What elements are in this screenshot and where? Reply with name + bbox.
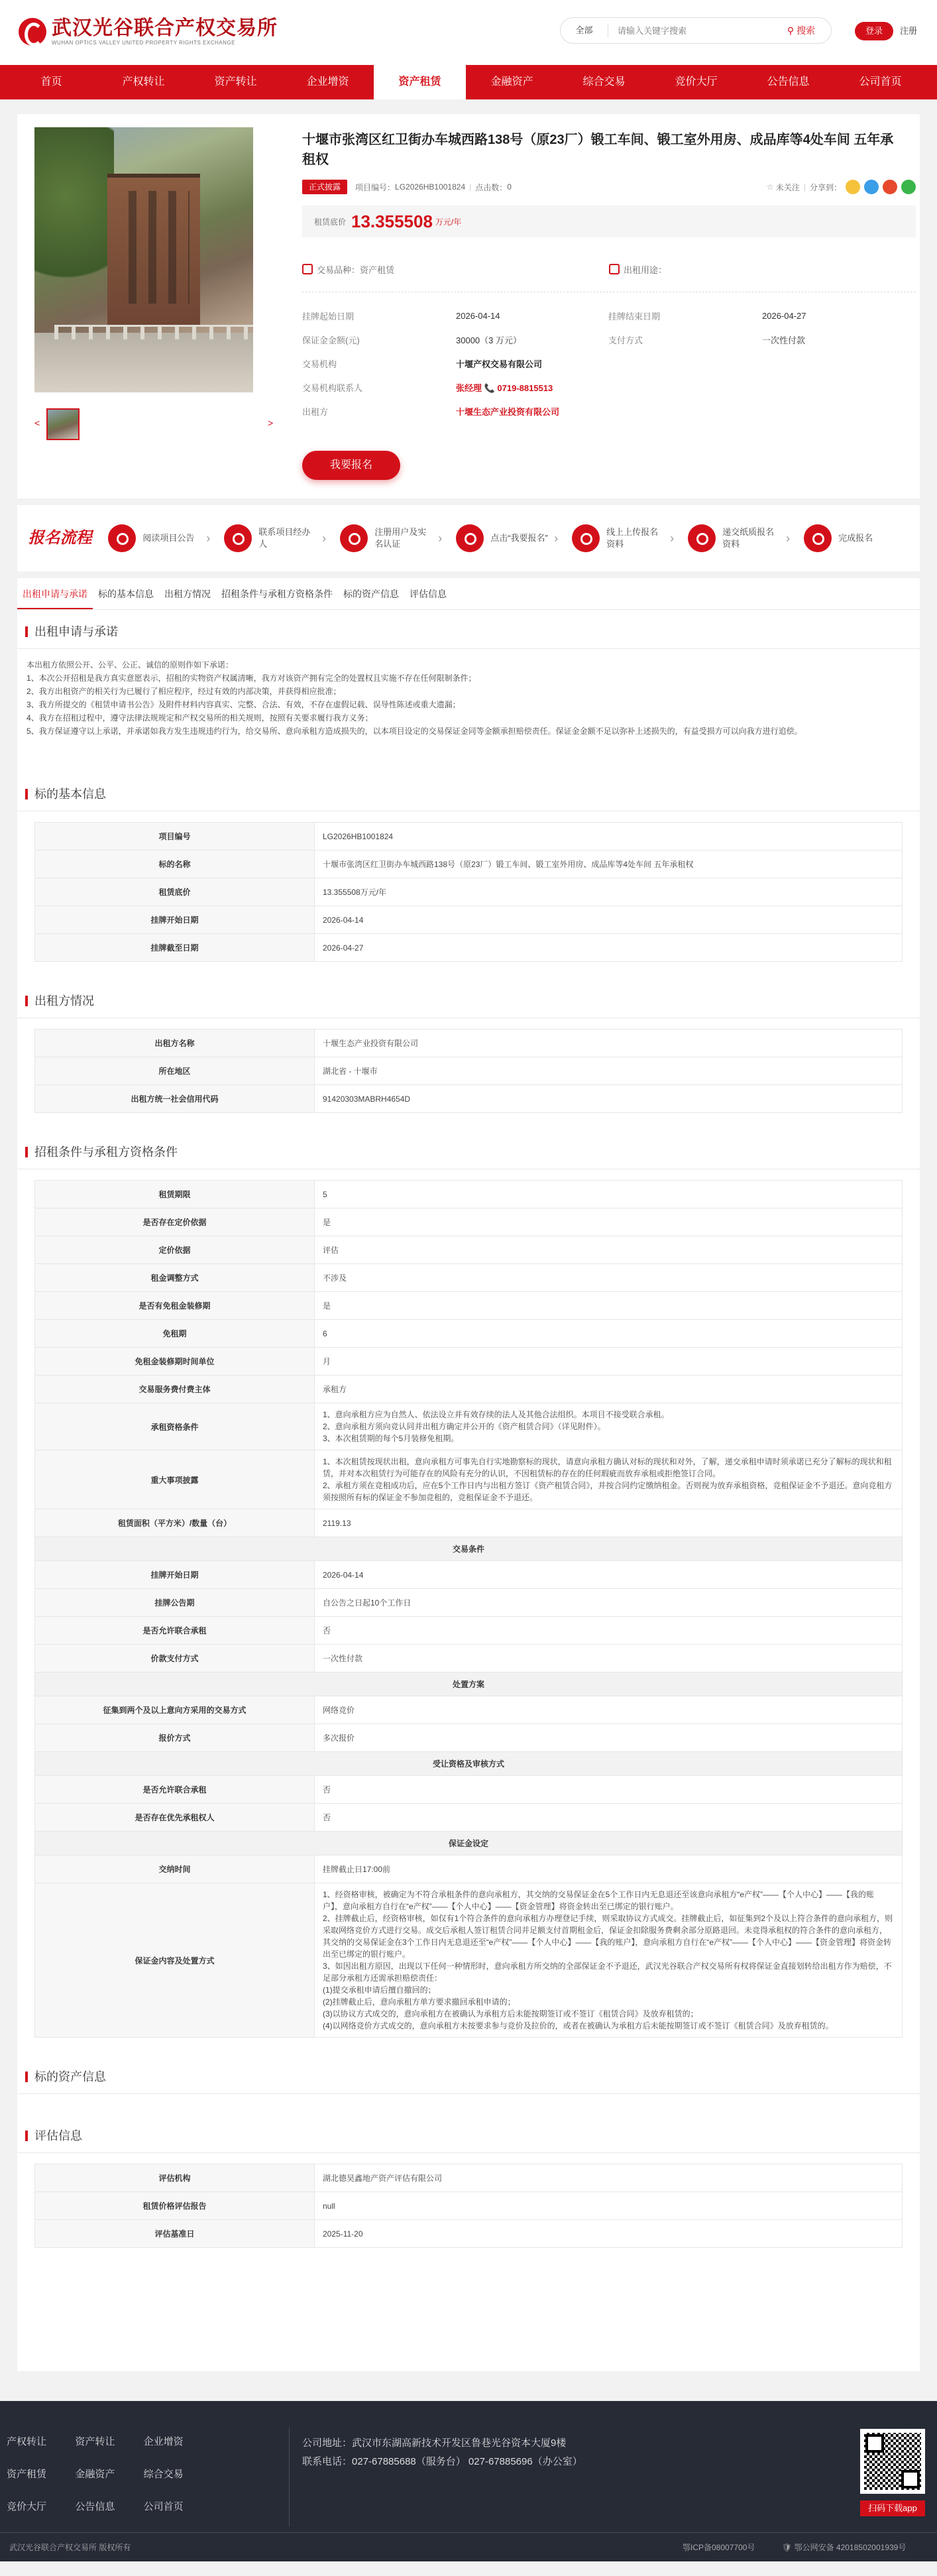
footer-link[interactable]: 资产租赁: [7, 2469, 47, 2480]
flow-step: 阅读项目公告: [142, 533, 195, 543]
table-row: [35, 1292, 903, 1320]
table-key: 免租金装修期时间单位: [35, 1348, 315, 1376]
section-heading: 招租条件与承租方资格条件: [17, 1142, 920, 1162]
share-qq-icon[interactable]: [864, 180, 879, 194]
project-title: 十堰市张湾区红卫街办车城西路138号（原23厂）锻工车间、锻工室外用房、成品库等4处车间 五年承租权: [302, 133, 894, 167]
table-group-header: 处置方案: [35, 1672, 903, 1696]
table-key: 挂牌截至日期: [35, 934, 315, 962]
detail-tabs: [17, 578, 920, 610]
clicks-count: 0: [507, 182, 512, 192]
price-label: 租赁底价: [314, 217, 347, 227]
category-icon: [302, 264, 313, 274]
share-label: 分享到：: [809, 182, 842, 192]
commitment-line: 2、我方出租资产的相关行为已履行了相应程序，经过有效的内部决策，并获得相应批准；: [27, 687, 341, 696]
basic-info-table: [34, 822, 903, 962]
table-row: [35, 1832, 903, 1855]
chevron-right-icon: ›: [322, 531, 327, 545]
table-key: 租赁期限: [35, 1181, 315, 1208]
footer: [0, 2401, 937, 2561]
search-input[interactable]: [608, 26, 775, 36]
table-row: [35, 1403, 903, 1450]
tab-lessor[interactable]: 出租方情况: [164, 589, 211, 599]
table-key: 所在地区: [35, 1057, 315, 1085]
footer-contact: [302, 2434, 582, 2471]
table-value: 月: [315, 1348, 903, 1376]
table-row: [35, 1057, 903, 1085]
table-value: LG2026HB1001824: [315, 823, 903, 850]
lessor-label: 出租方: [302, 406, 329, 417]
table-row: [35, 1804, 903, 1832]
footer-link[interactable]: 竞价大厅: [7, 2501, 47, 2512]
search-icon: ⚲: [787, 25, 797, 36]
contact-manager-icon: [224, 524, 252, 552]
nav-item-capital-increase[interactable]: 企业增资: [306, 76, 349, 88]
table-value: 13.355508万元/年: [315, 878, 903, 906]
info-value: 2026-04-27: [762, 310, 806, 321]
search-bar: [560, 17, 832, 44]
app-qr-code: [860, 2429, 925, 2494]
table-row: [35, 1029, 903, 1057]
table-value: 一次性付款: [315, 1645, 903, 1672]
register-icon: [340, 524, 368, 552]
section-heading: 标的基本信息: [17, 784, 920, 804]
table-value: 网络竞价: [315, 1696, 903, 1724]
table-key: 项目编号: [35, 823, 315, 850]
price-unit: 万元/年: [435, 217, 462, 227]
footer-link[interactable]: 综合交易: [143, 2469, 184, 2480]
register-link[interactable]: 注册: [900, 26, 918, 36]
upload-icon: [572, 524, 600, 552]
gov-record-link[interactable]: [782, 2533, 906, 2562]
table-value: 2026-04-14: [315, 1561, 903, 1589]
share-weibo-icon[interactable]: [883, 180, 897, 194]
share-qzone-icon[interactable]: [846, 180, 860, 194]
table-value: 自公告之日起10个工作日: [315, 1589, 903, 1617]
table-key: 免租期: [35, 1320, 315, 1348]
nav-item-home[interactable]: 首页: [40, 76, 62, 88]
table-key: 交易服务费付费主体: [35, 1376, 315, 1403]
table-value: 2025-11-20: [315, 2220, 903, 2248]
flow-title: 报名流程: [28, 529, 92, 547]
project-summary: [17, 114, 920, 498]
table-row: [35, 823, 903, 850]
table-group-header: 保证金设定: [35, 1832, 903, 1855]
table-row: [35, 850, 903, 878]
table-row: [35, 1855, 903, 1883]
logo-mark-icon: [19, 18, 46, 46]
chevron-right-icon: ›: [670, 531, 675, 545]
main-nav: [0, 65, 937, 99]
table-row: [35, 1208, 903, 1236]
usage-icon: [609, 264, 620, 274]
table-row: [35, 1376, 903, 1403]
info-value: 30000（3 万元）: [456, 335, 522, 345]
nav-item-asset-transfer[interactable]: 资产转让: [214, 76, 257, 88]
table-value: 湖北德昊鑫地产资产评估有限公司: [315, 2164, 903, 2192]
table-row: [35, 1696, 903, 1724]
footer-link[interactable]: 资产转让: [75, 2436, 115, 2447]
table-row: [35, 1561, 903, 1589]
table-value: 否: [315, 1776, 903, 1804]
table-value: 2119.13: [315, 1509, 903, 1537]
table-value: null: [315, 2192, 903, 2220]
project-code: LG2026HB1001824: [395, 182, 466, 192]
table-key: 租金调整方式: [35, 1264, 315, 1292]
table-key: 定价依据: [35, 1236, 315, 1264]
table-key: 出租方名称: [35, 1029, 315, 1057]
search-button-label: 搜索: [797, 25, 816, 36]
section-heading: 出租申请与承诺: [17, 622, 920, 642]
info-key: 支付方式: [608, 335, 643, 345]
company-address: 公司地址：武汉市东湖高新技术开发区鲁巷光谷资本大厦9楼: [302, 2437, 567, 2449]
type-row: [302, 261, 916, 277]
tab-evaluation[interactable]: 评估信息: [410, 589, 447, 599]
commitment-text: [17, 649, 920, 738]
table-key: 是否存在定价依据: [35, 1208, 315, 1236]
table-key: 保证金内容及处置方式: [35, 1883, 315, 2038]
nav-item-comprehensive[interactable]: 综合交易: [582, 76, 626, 88]
nav-item-asset-lease[interactable]: 资产租赁: [374, 65, 466, 99]
section-heading: 评估信息: [17, 2126, 920, 2146]
photo-thumbnail[interactable]: [46, 408, 80, 440]
table-value: 1、本次租赁按现状出租，意向承租方可事先自行实地勘察标的现状，请意向承租方确认对标的现状和对外，了解，递交承租申请时须承诺已充分了解标的现状和租赁，并对本次租赁行为可能存在的风险有充分的认识，不因租赁标的存在的任何瑕疵而放弃承租或拒绝签订合同。 2、承租方须在竞租成功后，应在5个工作日内与出租方签订《资产租赁合同》，并按合同约定缴纳租金。否则视为放弃承租资格，竞租保证金不予退还。意向竞租方须按照所有标的保证金不参加竞租的，竞租保证金不予退还。: [315, 1450, 903, 1509]
table-value: 是: [315, 1292, 903, 1320]
info-key: 保证金金额(元): [302, 335, 360, 345]
table-row: [35, 2164, 903, 2192]
table-key: 价款支付方式: [35, 1645, 315, 1672]
police-badge-icon: 🛡: [782, 2543, 795, 2552]
tab-application[interactable]: 出租申请与承诺: [17, 578, 93, 609]
type-label: 交易品种：: [317, 264, 360, 275]
table-row: [35, 1264, 903, 1292]
table-key: 评估机构: [35, 2164, 315, 2192]
table-row: [35, 2220, 903, 2248]
section-heading: 出租方情况: [17, 991, 920, 1011]
icp-link[interactable]: 鄂ICP备08007700号: [683, 2543, 755, 2552]
table-value: 5: [315, 1181, 903, 1208]
table-value: 十堰生态产业投资有限公司: [315, 1029, 903, 1057]
apply-button[interactable]: 我要报名: [302, 451, 400, 480]
table-row: [35, 1348, 903, 1376]
price-value: 13.355508: [351, 211, 433, 231]
table-key: 租赁底价: [35, 878, 315, 906]
table-value: 承租方: [315, 1376, 903, 1403]
chevron-right-icon: ›: [786, 531, 791, 545]
registration-flow: [17, 505, 920, 571]
table-key: 租赁价格评估报告: [35, 2192, 315, 2220]
flow-step: 完成报名: [838, 533, 873, 543]
info-value: 一次性付款: [762, 335, 806, 345]
table-value: 挂牌截止日17:00前: [315, 1855, 903, 1883]
clicks-label: 点击数：: [475, 182, 508, 192]
table-value: 否: [315, 1804, 903, 1832]
type-value: 资产租赁: [360, 264, 395, 275]
flow-step: 点击“我要报名”: [490, 533, 548, 543]
footer-link[interactable]: 公告信息: [75, 2501, 115, 2512]
table-value: 1、意向承租方应为自然人、依法设立并有效存续的法人及其他合法组织。本项目不接受联合承租。 2、意向承租方须向竞认同并出租方确定并公开的《资产租赁合同》（详见附件）。 3、本次租赁期的每个5月装修免租期。: [315, 1403, 903, 1450]
table-key: 是否允许联合承租: [35, 1617, 315, 1645]
table-row: [35, 1752, 903, 1776]
table-row: [35, 1672, 903, 1696]
project-meta: 正式披露 项目编号： LG2026HB1001824 | 点击数： 0 ☆ 未关注 | 分享到：: [302, 179, 916, 195]
table-key: 是否存在优先承租权人: [35, 1804, 315, 1832]
table-value: 是: [315, 1208, 903, 1236]
table-row: [35, 1085, 903, 1113]
table-row: [35, 1617, 903, 1645]
gov-record-text: 鄂公网安备 42018502001939号: [794, 2543, 907, 2552]
table-key: 交纳时间: [35, 1855, 315, 1883]
table-row: [35, 1450, 903, 1509]
table-row: [35, 1236, 903, 1264]
table-value: 91420303MABRH4654D: [315, 1085, 903, 1113]
table-value: 2026-04-27: [315, 934, 903, 962]
company-phone: 联系电话：027-67885688（服务台） 027-67885696（办公室）: [302, 2456, 582, 2467]
logo-title: 武汉光谷联合产权交易所: [52, 17, 278, 40]
nav-item-financial-assets[interactable]: 金融资产: [490, 76, 533, 88]
flow-step: 递交纸质报名资料: [722, 527, 775, 549]
chevron-right-icon: ›: [206, 531, 211, 545]
use-label: 出租用途：: [624, 264, 667, 275]
section-heading: 标的资产信息: [17, 2067, 920, 2087]
table-row: [35, 1589, 903, 1617]
info-key: 挂牌起始日期: [302, 311, 355, 322]
info-key: 挂牌结束日期: [608, 311, 661, 322]
tab-asset-info[interactable]: 标的资产信息: [343, 589, 399, 599]
table-row: [35, 1320, 903, 1348]
table-key: 报价方式: [35, 1724, 315, 1752]
table-key: 承租资格条件: [35, 1403, 315, 1450]
table-key: 出租方统一社会信用代码: [35, 1085, 315, 1113]
footer-link[interactable]: 金融资产: [75, 2469, 115, 2480]
nav-item-bidding-hall[interactable]: 竞价大厅: [675, 76, 718, 88]
commitment-line: 4、我方在招租过程中，遵守法律法规规定和产权交易所的相关规则，按照有关要求履行我方义务；: [27, 713, 373, 723]
read-notice-icon: [108, 524, 136, 552]
table-row: [35, 1724, 903, 1752]
table-key: 租赁面积（平方米）/数量（台）: [35, 1509, 315, 1537]
table-row: [35, 1181, 903, 1208]
tab-basic-info[interactable]: 标的基本信息: [98, 589, 154, 599]
table-value: 否: [315, 1617, 903, 1645]
commitment-line: 3、我方所提交的《租赁申请书公告》及附件材料内容真实、完整、合法、有效，不存在虚假记载、误导性陈述或重大遗漏；: [27, 700, 461, 709]
footer-link[interactable]: 企业增资: [143, 2436, 184, 2447]
table-value: 6: [315, 1320, 903, 1348]
detail-content: [17, 578, 920, 2371]
nav-item-equity-transfer[interactable]: 产权转让: [122, 76, 165, 88]
click-apply-icon: [456, 524, 484, 552]
nav-item-announcements[interactable]: 公告信息: [767, 76, 810, 88]
info-value: 2026-04-14: [456, 310, 500, 321]
commitment-line: 5、我方保证遵守以上承诺，并承诺如我方发生违规违约行为，给交易所、意向承租方造成损失的，以本项目设定的交易保证金同等金额承担赔偿责任。保证金金额不足以弥补上述损失的，有益受损方可以向我方进行追偿。: [27, 727, 802, 736]
table-row: [35, 878, 903, 906]
check-icon: [804, 524, 832, 552]
search-button[interactable]: [775, 21, 828, 40]
table-row: [35, 1776, 903, 1804]
chevron-right-icon: ›: [554, 531, 559, 545]
table-value: 评估: [315, 1236, 903, 1264]
table-group-header: 受让资格及审核方式: [35, 1752, 903, 1776]
table-key: 是否允许联合承租: [35, 1776, 315, 1804]
table-key: 挂牌公告期: [35, 1589, 315, 1617]
share-wechat-icon[interactable]: [901, 180, 916, 194]
project-info: [302, 304, 916, 423]
commitment-line: 本出租方依照公开、公平、公正、诚信的原则作如下承诺：: [27, 660, 234, 670]
footer-links: [7, 2434, 212, 2513]
price-bar: [302, 205, 916, 237]
contact-value: 张经理 📞 0719-8815513: [456, 382, 553, 393]
follow-button[interactable]: 未关注: [775, 182, 800, 192]
tab-conditions[interactable]: 招租条件与承租方资格条件: [221, 589, 333, 599]
commitment-line: 1、本次公开招租是我方真实意愿表示，招租的实物资产权属清晰，我方对该资产拥有完全的处置权且实施不存在任何限制条件；: [27, 673, 476, 683]
table-value: 湖北省 - 十堰市: [315, 1057, 903, 1085]
org-value: 十堰产权交易有限公司: [456, 359, 543, 369]
flow-step: 联系项目经办人: [258, 527, 311, 549]
status-badge: 正式披露: [302, 180, 347, 194]
table-key: 重大事项披露: [35, 1450, 315, 1509]
submit-docs-icon: [688, 524, 716, 552]
table-value: 十堰市张湾区红卫街办车城西路138号（原23厂）锻工车间、锻工室外用房、成品库等4处车间 五年承租权: [315, 850, 903, 878]
table-row: [35, 906, 903, 934]
table-key: 挂牌开始日期: [35, 1561, 315, 1589]
search-category-select[interactable]: 全部: [561, 23, 608, 38]
table-value: 不涉及: [315, 1264, 903, 1292]
table-row: [35, 2192, 903, 2220]
table-row: [35, 1645, 903, 1672]
table-value: 2026-04-14: [315, 906, 903, 934]
copyright: 武汉光谷联合产权交易所 版权所有: [9, 2543, 131, 2552]
table-key: 是否有免租金装修期: [35, 1292, 315, 1320]
table-key: 评估基准日: [35, 2220, 315, 2248]
lessor-value[interactable]: 十堰生态产业投资有限公司: [456, 406, 560, 417]
org-label: 交易机构: [302, 359, 337, 369]
footer-link[interactable]: 公司首页: [143, 2501, 184, 2512]
table-group-header: 交易条件: [35, 1537, 903, 1561]
top-header: [0, 0, 937, 65]
table-row: [35, 1509, 903, 1537]
table-value: 多次报价: [315, 1724, 903, 1752]
table-key: 挂牌开始日期: [35, 906, 315, 934]
chevron-right-icon: ›: [438, 531, 443, 545]
table-key: 征集到两个及以上意向方采用的交易方式: [35, 1696, 315, 1724]
thumb-next-icon[interactable]: >: [268, 418, 274, 428]
nav-item-company-home[interactable]: 公司首页: [859, 76, 902, 88]
download-app-button[interactable]: 扫码下载app: [860, 2500, 925, 2516]
star-icon[interactable]: ☆: [766, 182, 776, 192]
evaluation-table: [34, 2164, 903, 2248]
login-button[interactable]: 登录: [855, 22, 893, 40]
footer-link[interactable]: 产权转让: [7, 2436, 47, 2447]
flow-step: 线上上传报名资料: [606, 527, 659, 549]
table-row: [35, 1537, 903, 1561]
table-row: [35, 934, 903, 962]
conditions-table: [34, 1180, 903, 2038]
table-key: 标的名称: [35, 850, 315, 878]
site-logo[interactable]: [19, 17, 278, 46]
table-value: 1、经资格审核，被确定为不符合承租条件的意向承租方，其交纳的交易保证金在5个工作日内无息退还至该意向承租方“e产权”——【个人中心】——【我的账户】，意向承租方自行在“e产权”——【个人中心】——【资金管理】将资金转出至已绑定的银行账户。 2、挂牌截止后，经资格审核，如仅有1个符合条件的意向承租方办理登记手续，则采取协议方式成交。挂牌截止后，如征集到2个及以上符合条件的意向承租方，则采取网络竞价方式进行交易。成交后承租人签订租赁合同并足额支付首期租金后，保证金扣除服务费剩余部分原路退回。未竞得承租权的符合条件的意向承租方，其交纳的交易保证金在3个工作日内无息退还至“e产权”——【个人中心】——【我的账户】，意向承租方自行在“e产权”——【个人中心】——【资金管理】将资金转出至已绑定的银行账户。 3、如因出租方原因，出现以下任何一种情形时，意向承租方所交纳的全部保证金不予退还，武汉光谷联合产权交易所有权将保证金直接划转给出租方作为赔偿，不足部分承租方还需承担赔偿责任： (1)提交承租申请后擅自撤回的； (2)挂牌截止后，意向承租方单方要求撤回承租申请的； (3)以协议方式成交的，意向承租方在被确认为承租方后未能按期签订或不签订《租赁合同》及放弃租赁的； (4)以网络竞价方式成交的，意向承租方未按要求参与竞价及拉价的，或者在被确认为承租方后未能按期签订或不签订《租赁合同》及放弃租赁的。: [315, 1883, 903, 2038]
thumb-prev-icon[interactable]: <: [34, 418, 40, 428]
project-code-label: 项目编号：: [355, 182, 396, 192]
flow-step: 注册用户及实名认证: [374, 527, 427, 549]
table-row: [35, 1883, 903, 2038]
contact-label: 交易机构联系人: [302, 382, 363, 393]
project-photo: [34, 127, 253, 392]
logo-subtitle: WUHAN OPTICS VALLEY UNITED PROPERTY RIGHTS EXCHANGE: [52, 40, 235, 46]
lessor-table: [34, 1029, 903, 1113]
